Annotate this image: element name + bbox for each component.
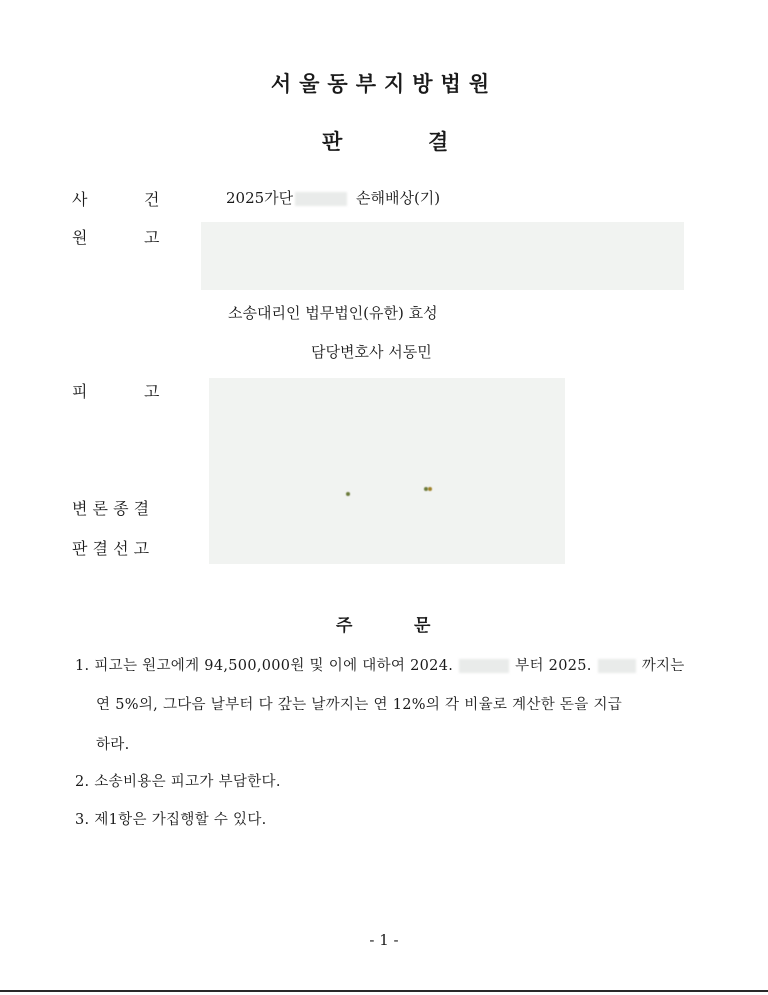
defendant-label-2: 고 [144,382,160,401]
case-number-prefix: 2025가단 [226,189,294,207]
plaintiff-label-1: 원 [72,228,88,247]
case-number [226,187,347,208]
order-item-1-line-1 [75,654,685,675]
defendant-redaction [209,378,565,564]
defendant-label-1: 피 [72,382,88,401]
date-redaction [459,659,509,673]
case-label-1: 사 [72,190,88,209]
order-title-right: 문 [414,616,431,636]
order-item-1-text-c: 까지는 [641,658,685,674]
counsel-lawyer: 담당변호사 서동민 [311,343,432,361]
case-number-redaction [295,192,347,206]
order-item-1-line-2: 연 5%의, 그다음 날부터 다 갚는 날까지는 연 12%의 각 비율로 계산한 돈을 지급 [96,697,623,713]
document-title-left: 판 [322,130,343,154]
case-label-2: 건 [144,190,160,209]
order-item-1-text-b: 부터 2025. [515,658,592,674]
plaintiff-label-2: 고 [144,228,160,247]
order-item-2: 2. 소송비용은 피고가 부담한다. [75,774,281,790]
case-name: 손해배상(기) [356,189,441,207]
counsel-firm: 소송대리인 법무법인(유한) 효성 [228,304,438,322]
order-item-1-text-a: 1. 피고는 원고에게 94,500,000원 및 이에 대하여 2024. [75,658,454,674]
page-number: - 1 - [369,931,399,949]
verdict-date-label: 판 결 선 고 [72,539,150,558]
order-item-3: 3. 제1항은 가집행할 수 있다. [75,812,267,828]
bottom-border [0,990,768,992]
redaction-artifact [346,492,350,496]
date-redaction [598,659,636,673]
order-item-1-line-3: 하라. [96,737,130,753]
order-title-left: 주 [336,616,353,636]
plaintiff-redaction [201,222,684,290]
court-name: 서울동부지방법원 [270,72,498,96]
closing-date-label: 변 론 종 결 [72,499,150,518]
document-title-right: 결 [428,130,449,154]
redaction-artifact [428,487,432,491]
